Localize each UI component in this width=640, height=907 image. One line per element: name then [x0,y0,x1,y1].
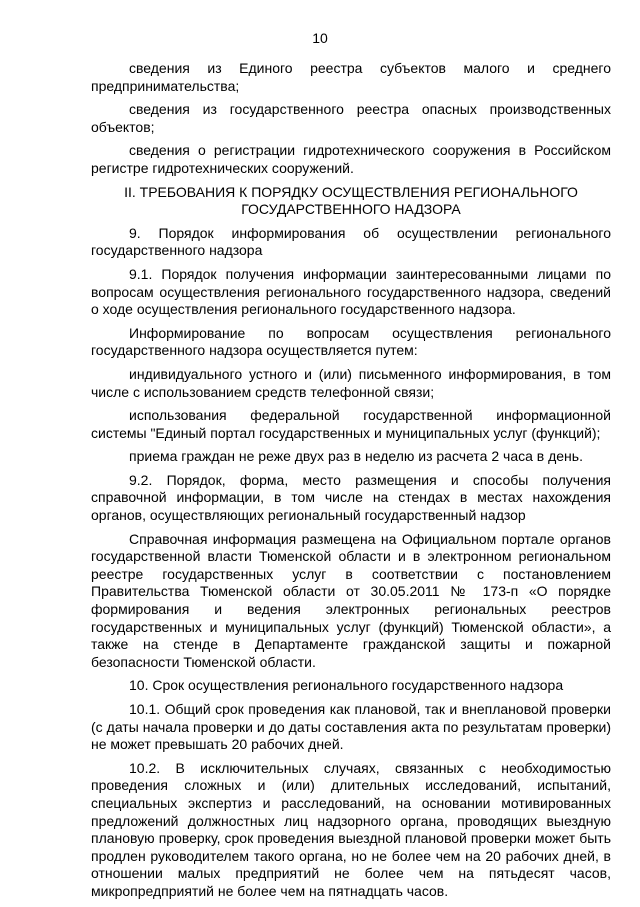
paragraph-hazardous-registry: сведения из государственного реестра опасных производственных объектов; [91,101,611,135]
paragraph-10: 10. Срок осуществления регионального государственного надзора [129,677,564,694]
paragraph-portal: использования федеральной государственной информационной системы "Единый портал государственных и муниципальных услуг (функций); [91,407,611,441]
document-body [91,60,611,907]
paragraph-hydro-registry: сведения о регистрации гидротехнического сооружения в Российском регистре гидротехнических сооружений. [91,142,611,176]
paragraph-9-2: 9.2. Порядок, форма, место размещения и способы получения справочной информации, в том числе на стендах в местах нахождения органов, осуществляющих региональный государственный надзор [91,471,611,524]
paragraph-9: 9. Порядок информирования об осуществлении регионального государственного надзора [91,224,611,259]
page-number: 10 [312,30,328,46]
paragraph-10-2: 10.2. В исключительных случаях, связанных с необходимостью проведения сложных и (или) длительных исследований, испытаний, специальных экспертиз и расследований, на основании мотивированных предложений должностных лиц надзорного органа, проводящих выездную плановую проверку, срок проведения выездной плановой проверки может быть продлен руководителем такого органа, но не более чем на 20 рабочих дней, в отношении малых предприятий не более чем на пятьдесят часов, микропредприятий не более чем на пятнадцать часов. [91,759,611,899]
paragraph-9-1: 9.1. Порядок получения информации заинтересованными лицами по вопросам осуществления регионального государственного надзора, сведений о ходе осуществления регионального государственного надзора. [91,265,611,318]
paragraph-reception: приема граждан не реже двух раз в неделю из расчета 2 часа в день. [129,448,583,465]
paragraph-sme-registry: сведения из Единого реестра субъектов малого и среднего предпринимательства; [91,60,611,94]
paragraph-informing: Информирование по вопросам осуществления регионального государственного надзора осуществляется путем: [91,324,611,359]
section-title: II. ТРЕБОВАНИЯ К ПОРЯДКУ ОСУЩЕСТВЛЕНИЯ РЕГИОНАЛЬНОГО ГОСУДАРСТВЕННОГО НАДЗОРА [124,183,578,218]
paragraph-individual: индивидуального устного и (или) письменного информирования, в том числе с использованием средств телефонной связи; [91,365,611,400]
paragraph-reference-info: Справочная информация размещена на Официальном портале органов государственной власти Тюменской области и в электронном региональном реестре государственных услуг в соответствии с постановлением Правительства Тюменской области от 30.05.2011 № 173-п «О порядке формирования и ведения электронных региональных реестров государственных и муниципальных услуг (функций) Тюменской области», а также на стенде в Департаменте гражданской защиты и пожарной безопасности Тюменской области. [91,530,611,670]
paragraph-10-1: 10.1. Общий срок проведения как плановой, так и внеплановой проверки (с даты начала проверки и до даты составления акта по результатам проверки) не может превышать 20 рабочих дней. [91,701,611,753]
